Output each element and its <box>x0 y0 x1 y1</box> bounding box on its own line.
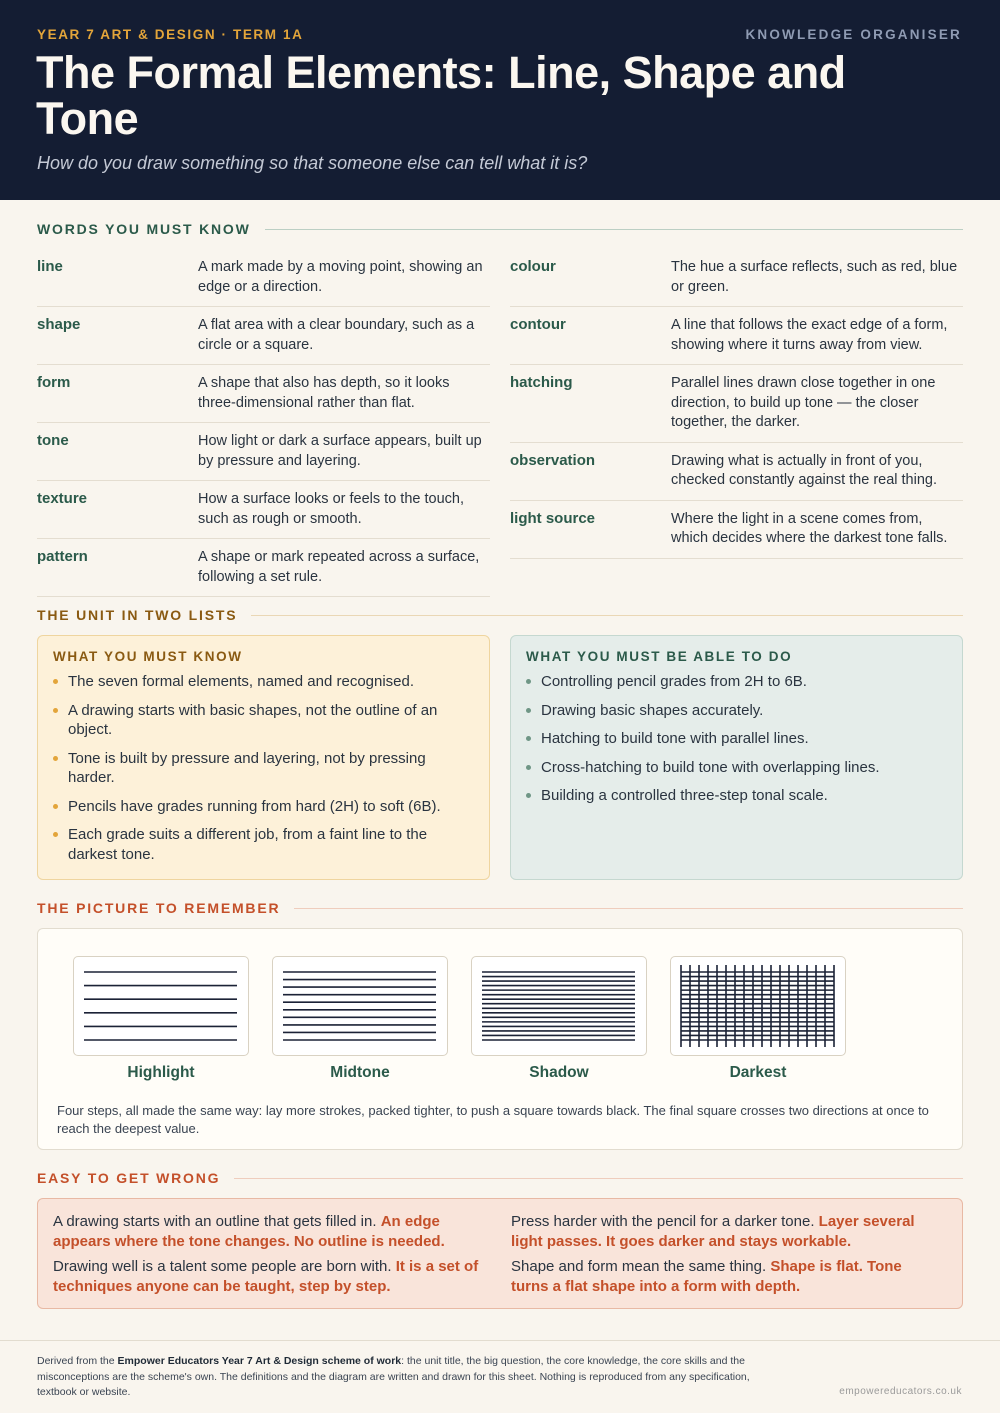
list-item: Pencils have grades running from hard (2H) to soft (6B). <box>53 797 473 817</box>
vocab-definition: Drawing what is actually in front of you, checked constantly against the real thing. <box>671 452 937 488</box>
misconception-wrong: Drawing well is a talent some people are born with. <box>53 1258 392 1275</box>
misconception-wrong: Shape and form mean the same thing. <box>511 1258 767 1275</box>
vocab-term: texture <box>37 490 88 507</box>
hatching-lines <box>671 957 844 1054</box>
big-question: How do you draw something so that someone else can tell what it is? <box>37 153 588 173</box>
heading-rule <box>265 229 963 230</box>
heading-rule <box>251 615 963 616</box>
heading-rule <box>294 908 963 909</box>
list-item: Each grade suits a different job, from a faint line to the darkest tone. <box>53 825 473 864</box>
vocab-term: contour <box>510 316 566 333</box>
source-details: : the unit title, the big question, the core knowledge, the core skills and the misconceptions are the scheme's own. The definitions and the diagram are written and drawn for this sheet. Nothing is reproduced from any specification, textbook or website. <box>37 1355 750 1398</box>
hatching-lines <box>74 957 247 1054</box>
must-know-title: WHAT YOU MUST KNOW <box>53 649 243 664</box>
unit-heading-text: THE UNIT IN TWO LISTS <box>37 607 238 623</box>
misconception-item <box>511 1212 941 1251</box>
list-item: A drawing starts with basic shapes, not the outline of an object. <box>53 701 473 740</box>
vocab-term: colour <box>510 258 556 275</box>
vocab-term: observation <box>510 451 596 469</box>
tone-swatch-highlight <box>73 956 249 1056</box>
vocab-row <box>510 365 963 443</box>
misconception-right: Shape is flat. Tone turns a flat shape into a form with depth. <box>511 1258 902 1295</box>
vocab-column-left <box>37 249 490 597</box>
vocab-heading-text: WORDS YOU MUST KNOW <box>37 221 251 237</box>
vocab-row <box>37 365 490 423</box>
misconceptions-box <box>37 1198 963 1309</box>
picture-heading-text: THE PICTURE TO REMEMBER <box>37 900 281 916</box>
misconception-wrong: A drawing starts with an outline that gets filled in. <box>53 1213 377 1230</box>
tone-swatch-midtone <box>272 956 448 1056</box>
vocab-row <box>510 501 963 559</box>
heading-rule <box>234 1178 963 1179</box>
footer-divider <box>0 1340 1000 1341</box>
tone-swatch-darkest <box>670 956 846 1056</box>
misconception-right: Layer several light passes. It goes darker and stays workable. <box>511 1213 915 1250</box>
tone-swatch-shadow <box>471 956 647 1056</box>
vocab-definition: A shape that also has depth, so it looks three-dimensional rather than flat. <box>198 375 450 411</box>
source-prefix: Derived from the <box>37 1355 118 1367</box>
misconception-item <box>53 1212 483 1251</box>
course-kicker: YEAR 7 ART & DESIGN · TERM 1A <box>37 27 304 42</box>
must-know-list <box>53 672 473 873</box>
misconception-wrong: Press harder with the pencil for a darker tone. <box>511 1213 815 1230</box>
misconceptions-heading-text: EASY TO GET WRONG <box>37 1170 221 1186</box>
misconception-right: An edge appears where the tone changes. No outline is needed. <box>53 1213 445 1250</box>
vocab-definition: A mark made by a moving point, showing an edge or a direction. <box>198 259 483 295</box>
vocab-term: line <box>37 258 63 275</box>
list-item: Hatching to build tone with parallel lines. <box>526 729 946 749</box>
misconceptions-section-heading <box>37 1170 963 1186</box>
vocab-definition: A flat area with a clear boundary, such as a circle or a square. <box>198 317 475 353</box>
must-know-box <box>37 635 490 880</box>
hatching-lines <box>472 957 645 1054</box>
vocab-term: light source <box>510 509 596 527</box>
vocab-term: form <box>37 374 71 391</box>
vocab-term: hatching <box>510 374 573 391</box>
page-title: The Formal Elements: Line, Shape and Tone <box>36 47 846 144</box>
picture-section-heading <box>37 900 963 916</box>
vocab-row <box>37 423 490 481</box>
list-item: Drawing basic shapes accurately. <box>526 701 946 721</box>
list-item: The seven formal elements, named and recognised. <box>53 672 473 692</box>
misconception-item <box>511 1257 941 1296</box>
list-item: Cross-hatching to build tone with overlapping lines. <box>526 758 946 778</box>
must-do-title: WHAT YOU MUST BE ABLE TO DO <box>526 649 793 664</box>
vocab-definition: Parallel lines drawn close together in one direction, to build up tone — the closer together, the darker. <box>671 375 936 430</box>
vocab-definition: How light or dark a surface appears, built up by pressure and layering. <box>198 433 482 469</box>
vocab-term: pattern <box>37 548 88 565</box>
unit-section-heading <box>37 607 963 623</box>
vocab-definition: The hue a surface reflects, such as red, blue or green. <box>671 259 958 295</box>
list-item: Controlling pencil grades from 2H to 6B. <box>526 672 946 692</box>
list-item: Tone is built by pressure and layering, not by pressing harder. <box>53 749 473 788</box>
must-do-list <box>526 672 946 815</box>
vocab-definition: How a surface looks or feels to the touch, such as rough or smooth. <box>198 491 464 527</box>
vocab-definition: A shape or mark repeated across a surface, following a set rule. <box>198 549 480 585</box>
website-link[interactable]: empowereducators.co.uk <box>839 1386 962 1397</box>
source-name: Empower Educators Year 7 Art & Design scheme of work <box>117 1355 402 1367</box>
diagram-caption: Four steps, all made the same way: lay more strokes, packed tighter, to push a square towards black. The final square crosses two directions at once to reach the deepest value. <box>57 1103 929 1136</box>
vocab-column-right <box>510 249 963 559</box>
misconception-item <box>53 1257 483 1296</box>
vocab-definition: Where the light in a scene comes from, which decides where the darkest tone falls. <box>671 510 948 546</box>
hatching-lines <box>273 957 446 1054</box>
source-note <box>37 1354 757 1401</box>
vocab-term: tone <box>37 432 69 449</box>
vocab-row <box>510 307 963 365</box>
list-item: Building a controlled three-step tonal scale. <box>526 786 946 806</box>
document-type: KNOWLEDGE ORGANISER <box>745 27 962 42</box>
tone-step-label: Darkest <box>729 1064 787 1081</box>
tone-step-label: Midtone <box>330 1064 390 1081</box>
vocab-row <box>37 249 490 307</box>
vocab-section-heading <box>37 221 963 237</box>
vocab-row <box>510 249 963 307</box>
vocab-row <box>37 481 490 539</box>
tone-step-label: Shadow <box>529 1064 589 1081</box>
vocab-definition: A line that follows the exact edge of a form, showing where it turns away from view. <box>671 317 948 353</box>
vocab-row <box>510 443 963 501</box>
vocab-term: shape <box>37 316 81 333</box>
vocab-row <box>37 307 490 365</box>
header-banner <box>0 0 1000 200</box>
tonal-scale-diagram <box>37 928 963 1150</box>
tone-step-label: Highlight <box>127 1064 195 1081</box>
misconception-right: It is a set of techniques anyone can be taught, step by step. <box>53 1258 479 1295</box>
must-do-box <box>510 635 963 880</box>
vocab-row <box>37 539 490 597</box>
